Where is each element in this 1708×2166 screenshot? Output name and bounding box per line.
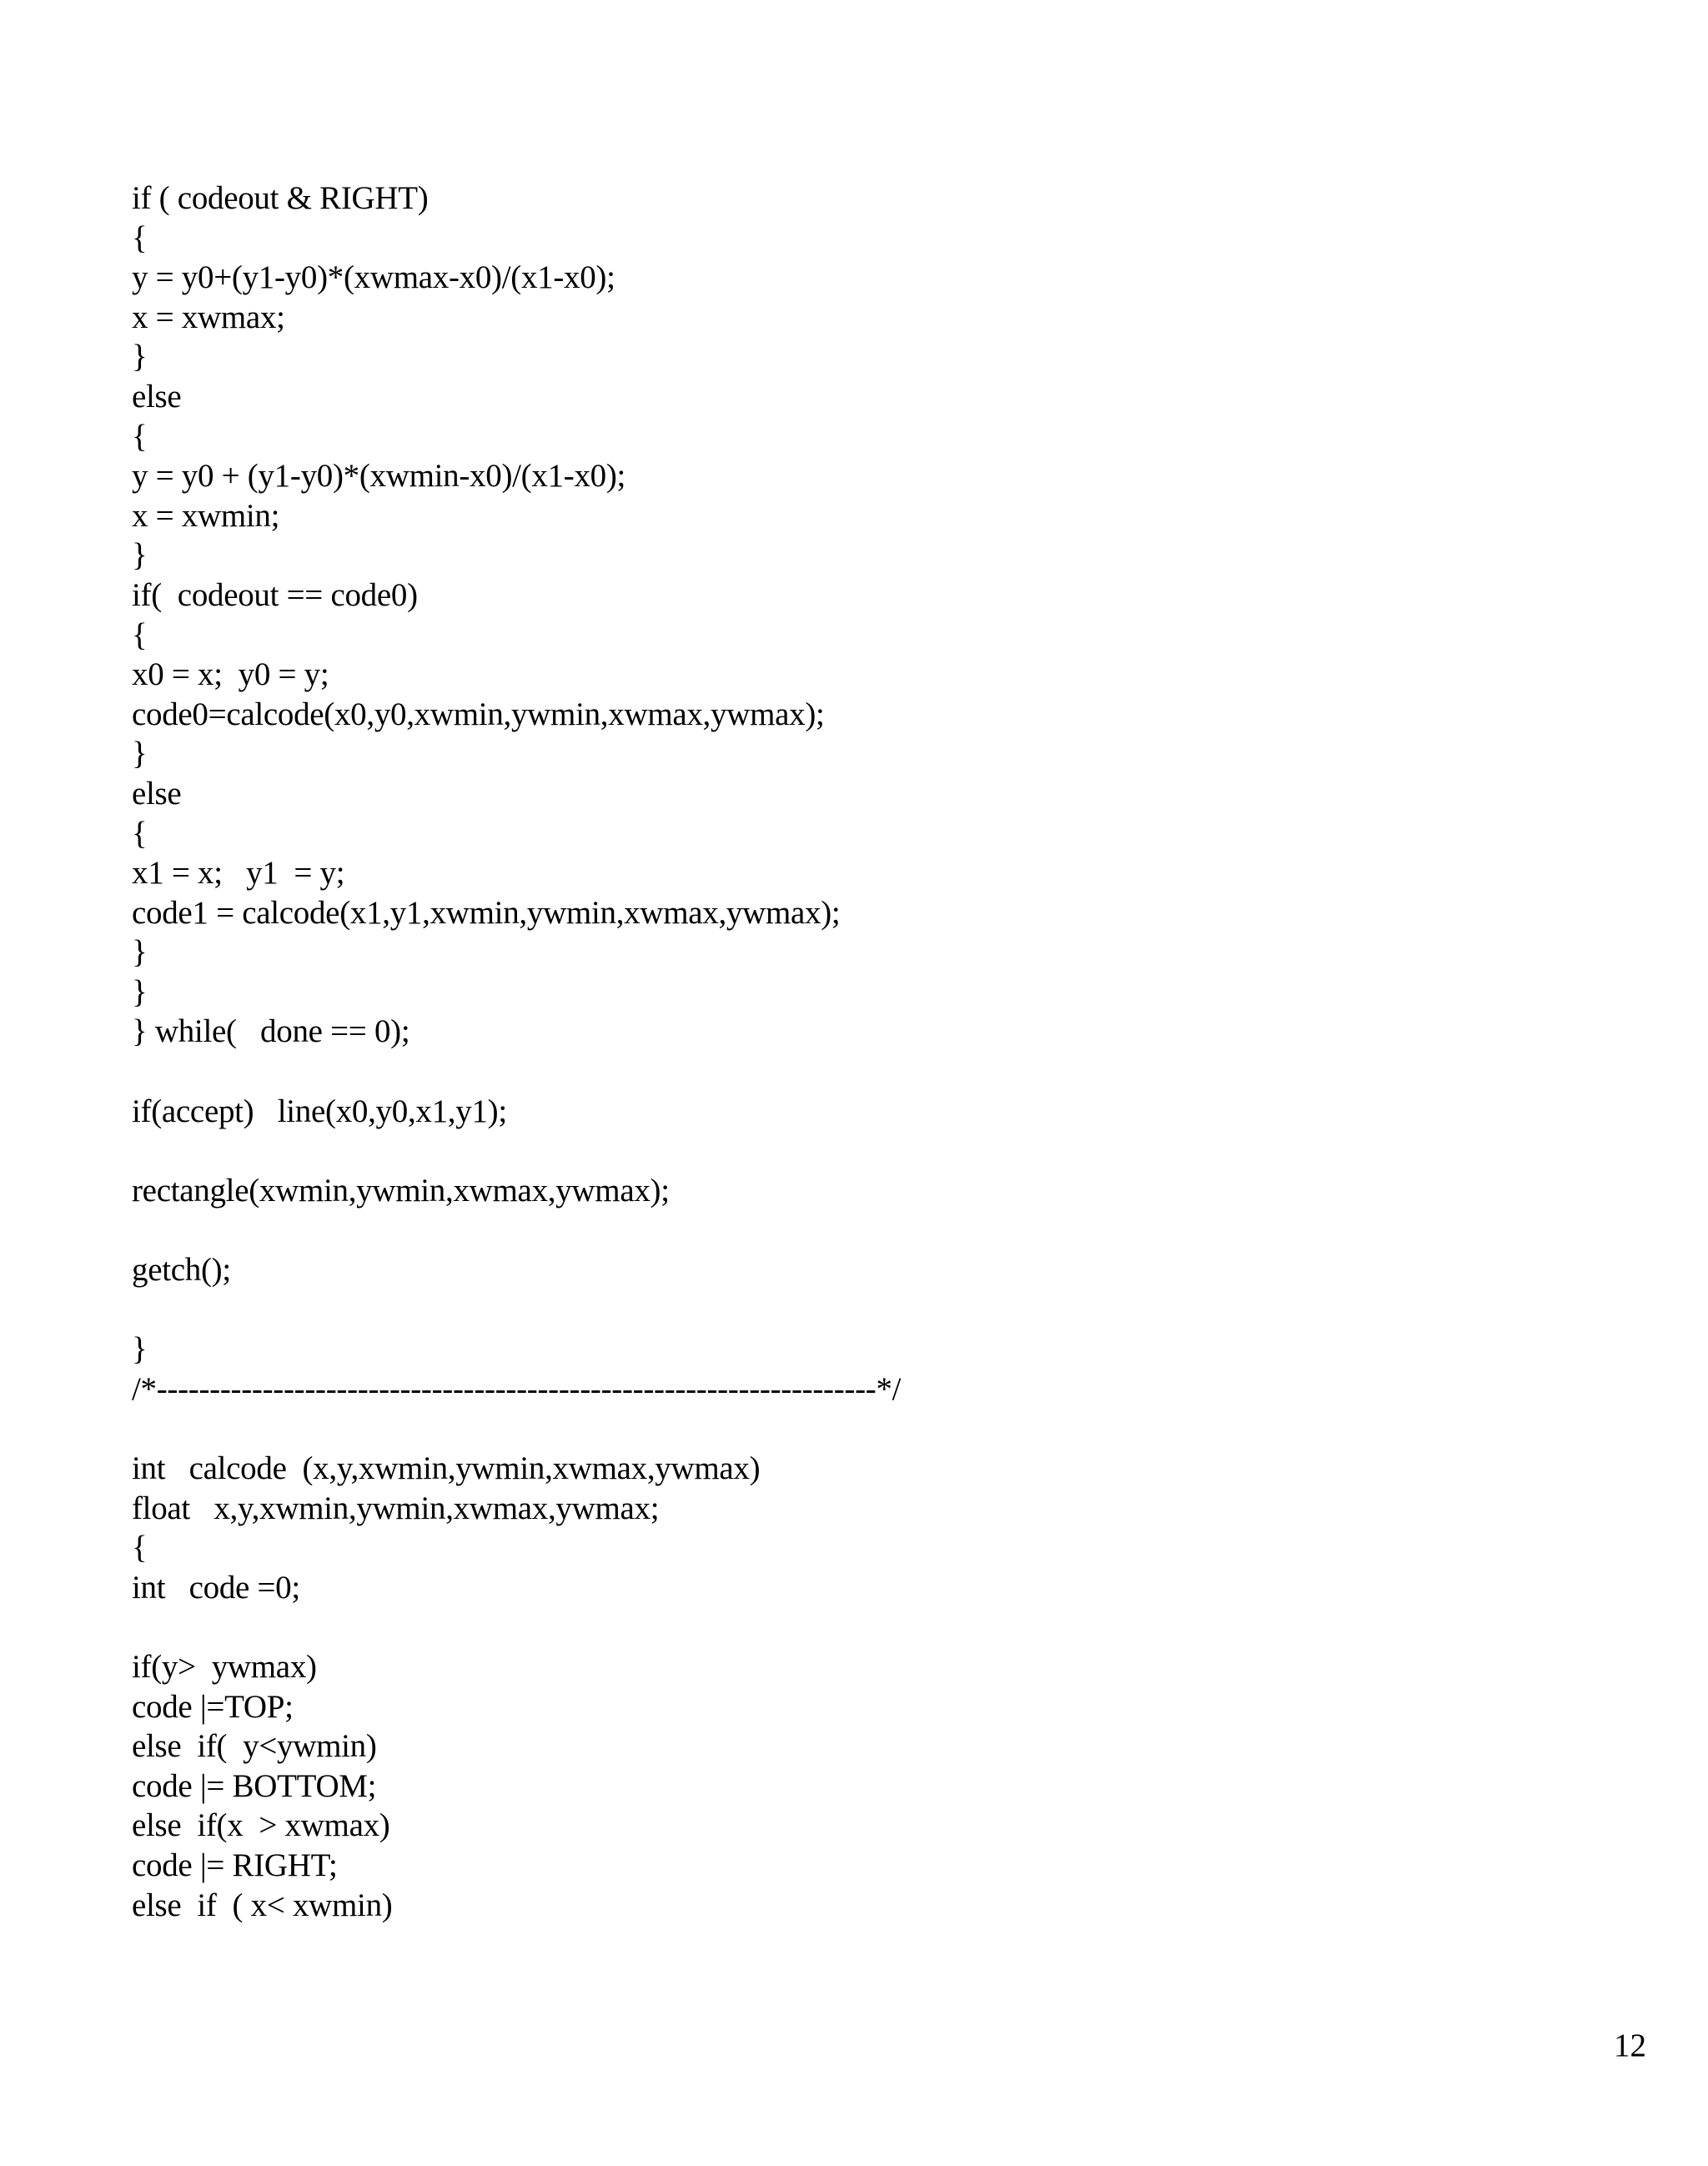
code-listing (132, 178, 901, 1925)
code-line: int calcode (x,y,xwmin,ywmin,xwmax,ywmax) (132, 1450, 761, 1486)
code-line: } (132, 973, 148, 1010)
code-line: { (132, 219, 148, 256)
code-line: } while( done == 0); (132, 1013, 410, 1050)
code-line: code |=TOP; (132, 1688, 294, 1725)
code-line: } (132, 537, 148, 574)
blank-line (132, 1052, 901, 1092)
code-line: y = y0 + (y1-y0)*(xwmin-x0)/(x1-x0); (132, 458, 626, 495)
code-line: rectangle(xwmin,ywmin,xwmax,ywmax); (132, 1172, 670, 1209)
blank-line (132, 1290, 901, 1330)
blank-line (132, 1131, 901, 1171)
code-line: if(accept) line(x0,y0,x1,y1); (132, 1093, 507, 1129)
code-line: x = xwmax; (132, 299, 285, 335)
blank-line (132, 1607, 901, 1647)
code-line: } (132, 339, 148, 375)
code-line: code0=calcode(x0,y0,xwmin,ywmin,xwmax,ywmax); (132, 696, 825, 732)
code-line: if(y> ywmax) (132, 1648, 317, 1685)
code-line: x1 = x; y1 = y; (132, 855, 345, 892)
code-line: x0 = x; y0 = y; (132, 656, 329, 693)
code-line: if ( codeout & RIGHT) (132, 180, 429, 216)
code-line: } (132, 736, 148, 772)
page-number: 12 (1614, 2028, 1646, 2063)
code-line: /*--------------------------------------------------------------------*/ (132, 1370, 902, 1407)
code-line: { (132, 1530, 148, 1566)
code-line: if( codeout == code0) (132, 576, 418, 613)
code-line: int code =0; (132, 1569, 300, 1606)
blank-line (132, 1409, 901, 1449)
code-line: code |= RIGHT; (132, 1847, 338, 1883)
code-line: else (132, 378, 182, 415)
code-line: getch(); (132, 1252, 231, 1289)
code-line: code |= BOTTOM; (132, 1767, 377, 1804)
code-line: else if( y<ywmin) (132, 1728, 377, 1765)
code-line: y = y0+(y1-y0)*(xwmax-x0)/(x1-x0); (132, 259, 615, 296)
code-line: x = xwmin; (132, 497, 280, 534)
code-line: { (132, 418, 148, 455)
code-line: } (132, 934, 148, 971)
code-line: { (132, 815, 148, 852)
code-line: float x,y,xwmin,ywmin,xwmax,ywmax; (132, 1490, 660, 1526)
blank-line (132, 1210, 901, 1250)
code-line: else if ( x< xwmin) (132, 1887, 393, 1923)
code-line: code1 = calcode(x1,y1,xwmin,ywmin,xwmax,ywmax); (132, 894, 841, 931)
code-line: } (132, 1331, 148, 1368)
code-line: else (132, 775, 182, 812)
code-line: else if(x > xwmax) (132, 1807, 390, 1844)
code-line: { (132, 616, 148, 653)
